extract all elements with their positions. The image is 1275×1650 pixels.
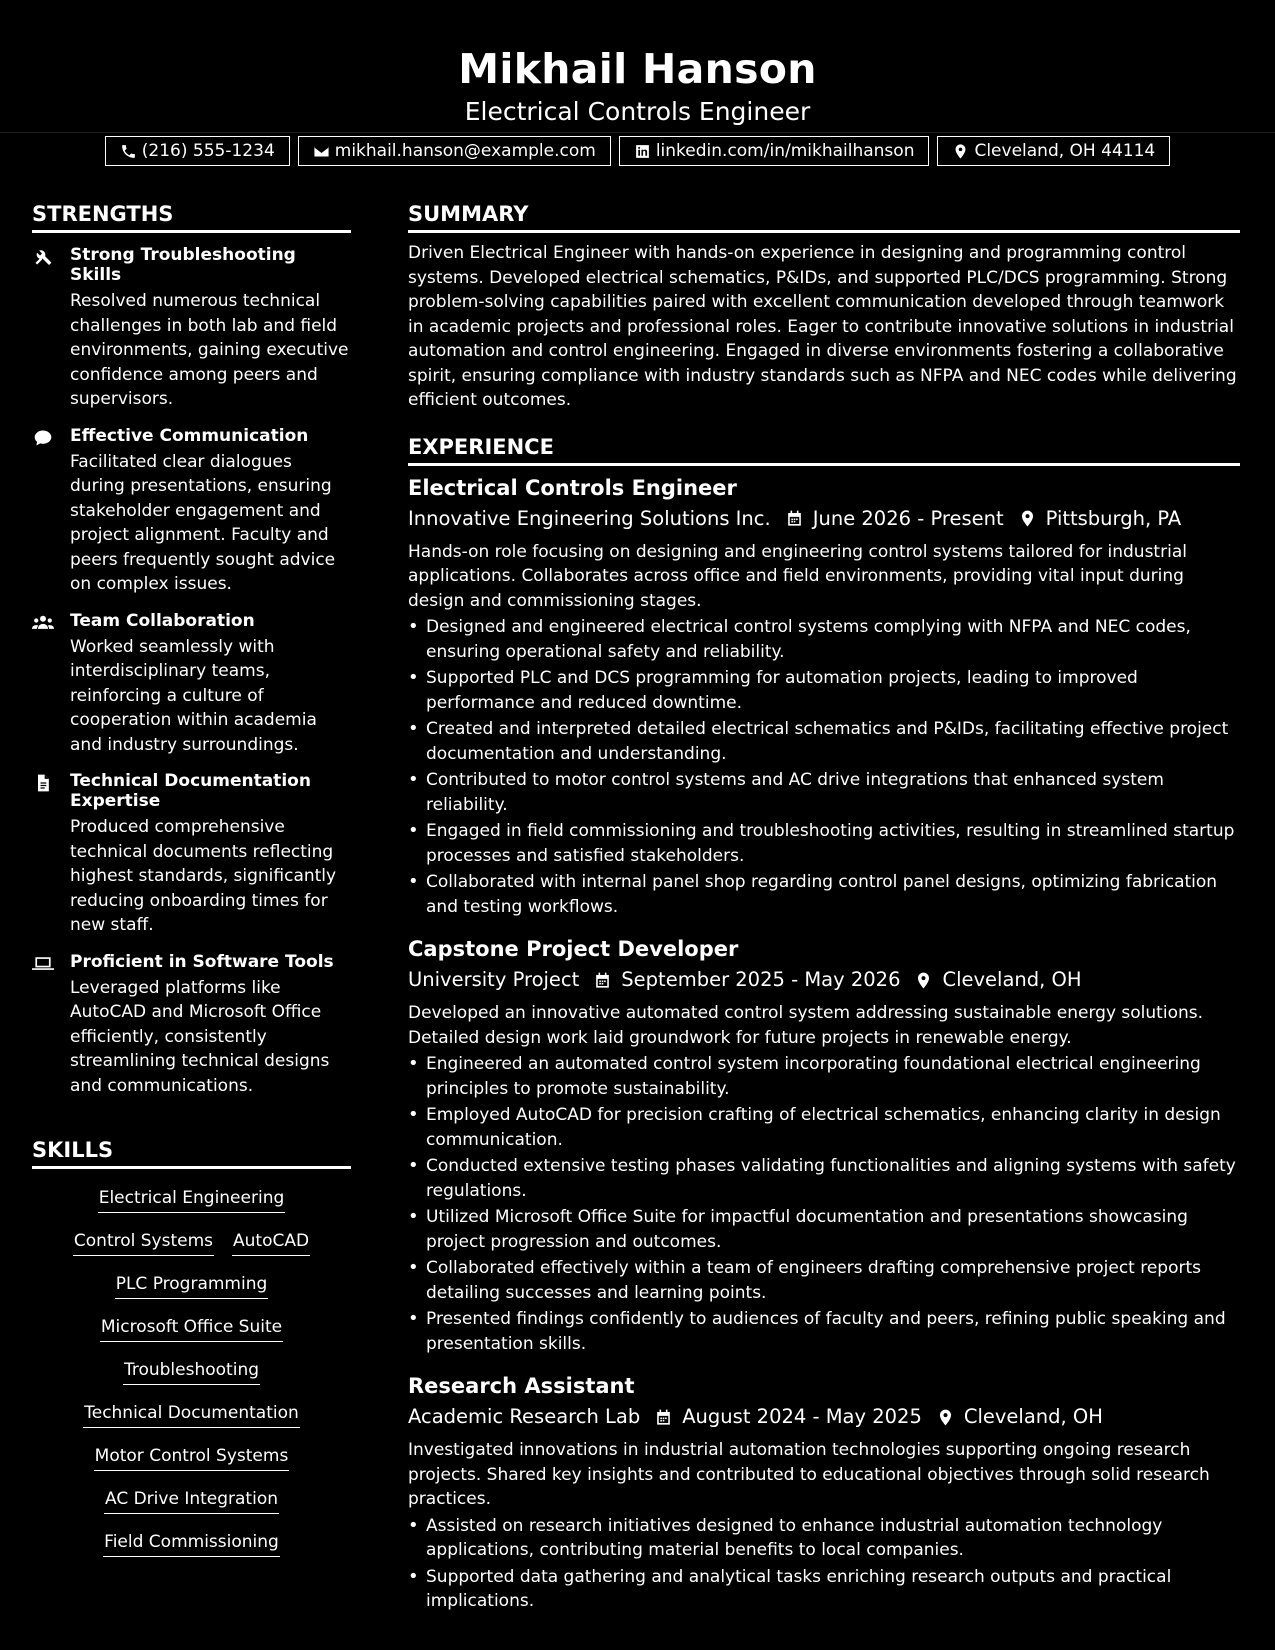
skill-tag: Motor Control Systems [94,1443,290,1471]
skill-tag: AutoCAD [232,1228,310,1256]
contact-location [937,136,1170,166]
job-entry [408,1372,1240,1614]
speech-bubble-icon [32,428,54,448]
skill-list [32,1177,351,1557]
phone-icon [120,143,137,160]
contact-phone[interactable] [105,136,290,166]
strength-item [32,611,351,758]
strength-desc: Worked seamlessly with interdisciplinary teams, reinforcing a culture of cooperation within academia and industry surroundings. [70,636,317,755]
contact-phone-text: (216) 555-1234 [141,141,275,161]
job-title: Research Assistant [408,1374,635,1398]
job-bullet: • Utilized Microsoft Office Suite for impactful documentation and presentations showcasing project progression and outcomes. [426,1205,1240,1254]
map-pin-icon [1018,509,1037,528]
job-bullet: • Employed AutoCAD for precision crafting of electrical schematics, enhancing clarity in design communication. [426,1103,1240,1152]
contact-location-text: Cleveland, OH 44114 [974,141,1156,161]
job-meta [408,1404,1240,1430]
job-bullets [408,1052,1240,1356]
job-bullet: • Engaged in field commissioning and troubleshooting activities, resulting in streamlined startup processes and satisfied stakeholders. [426,819,1240,868]
strength-title: Strong Troubleshooting Skills [70,245,296,285]
contact-bar [0,136,1275,166]
summary-heading: SUMMARY [408,200,1240,233]
laptop-icon [32,954,54,974]
skill-tag: PLC Programming [115,1271,269,1299]
skill-tag: Microsoft Office Suite [100,1314,283,1342]
job-bullet: • Collaborated with internal panel shop regarding control panel designs, optimizing fabrication and testing workflows. [426,870,1240,919]
job-company: Academic Research Lab [408,1405,641,1428]
users-icon [32,613,54,633]
contact-email[interactable] [298,136,611,166]
strength-item [32,952,351,1099]
contact-linkedin-text: linkedin.com/in/mikhailhanson [655,141,915,161]
map-pin-icon [936,1408,955,1427]
calendar-icon [593,971,612,990]
map-pin-icon [952,143,969,160]
job-dates: September 2025 - May 2026 [621,968,901,991]
calendar-icon [654,1408,673,1427]
strength-item [32,771,351,938]
summary-section [408,200,1240,413]
resume-header [0,0,1275,161]
job-dates: August 2024 - May 2025 [682,1405,922,1428]
job-meta [408,506,1240,532]
skill-tag: Electrical Engineering [98,1185,286,1213]
job-company: Innovative Engineering Solutions Inc. [408,506,771,530]
strength-desc: Resolved numerous technical challenges in both lab and field environments, gaining executive confidence among peers and supervisors. [70,291,349,409]
job-meta [408,967,1240,993]
skill-tag: AC Drive Integration [104,1486,279,1514]
job-bullet: • Assisted on research initiatives designed to enhance industrial automation technology applications, contributing material benefits to local companies. [426,1514,1240,1563]
job-bullet: • Collaborated effectively within a team of engineers drafting comprehensive project reports detailing successes and learning points. [426,1256,1240,1305]
summary-text: Driven Electrical Engineer with hands-on experience in designing and programming control systems. Developed electrical schematics, P&IDs, and supported PLC/DCS programming. Strong problem-solving capabilities paired with excellent communication developed through teamwork in academic projects and professional roles. Eager to contribute innovative solutions in industrial automation and control engineering. Engaged in diverse environments fostering a collaborative spirit, ensuring compliance with industry standards such as NFPA and NEC codes while delivering efficient outcomes. [408,243,1237,410]
skill-tag: Field Commissioning [103,1529,280,1557]
job-company: University Project [408,968,580,991]
candidate-name: Mikhail Hanson [458,45,817,93]
experience-section [408,433,1240,1614]
strength-item [32,245,351,412]
strength-desc: Leveraged platforms like AutoCAD and Microsoft Office efficiently, consistently streamlining technical designs and communications. [70,977,330,1096]
tools-icon [32,247,54,267]
calendar-icon [785,509,804,528]
envelope-icon [313,143,330,160]
skill-tag: Control Systems [73,1228,214,1256]
strength-title: Effective Communication [70,425,309,446]
job-bullet: • Contributed to motor control systems and AC drive integrations that enhanced system reliability. [426,768,1240,817]
job-location: Pittsburgh, PA [1045,506,1182,530]
skills-heading: SKILLS [32,1136,351,1169]
job-location: Cleveland, OH [942,968,1082,991]
strengths-heading: STRENGTHS [32,200,351,233]
job-entry [408,935,1240,1356]
document-icon [32,773,54,793]
contact-email-text: mikhail.hanson@example.com [334,141,596,161]
linkedin-icon [634,143,651,160]
job-bullet: • Designed and engineered electrical control systems complying with NFPA and NEC codes, ensuring operational safety and reliability. [426,615,1240,664]
job-title: Electrical Controls Engineer [408,475,737,500]
strength-desc: Produced comprehensive technical documents reflecting highest standards, significantly reducing onboarding times for new staff. [70,817,337,935]
job-location: Cleveland, OH [963,1405,1103,1428]
experience-heading: EXPERIENCE [408,433,1240,466]
job-desc: Investigated innovations in industrial automation technologies supporting ongoing research projects. Shared key insights and contributed to educational objectives through solid research practices. [408,1440,1210,1509]
contact-linkedin[interactable] [619,136,930,166]
candidate-title: Electrical Controls Engineer [464,97,811,126]
strengths-section [32,200,351,1098]
skills-section [32,1136,351,1557]
skill-tag: Troubleshooting [123,1357,260,1385]
map-pin-icon [914,971,933,990]
job-bullets [408,1514,1240,1614]
job-dates: June 2026 - Present [812,506,1004,530]
job-bullet: • Conducted extensive testing phases validating functionalities and aligning systems with safety regulations. [426,1154,1240,1203]
job-desc: Developed an innovative automated control system addressing sustainable energy solutions. Detailed design work laid groundwork for future projects in renewable energy. [408,1003,1204,1048]
job-bullet: • Presented findings confidently to audiences of faculty and peers, refining public speaking and presentation skills. [426,1307,1240,1356]
right-column [408,200,1240,1630]
left-column [32,200,351,1557]
strength-item [32,426,351,597]
strength-desc: Facilitated clear dialogues during presentations, ensuring stakeholder engagement and project alignment. Faculty and peers frequently sought advice on complex issues. [70,451,336,594]
job-bullet: • Supported data gathering and analytical tasks enriching research outputs and practical implications. [426,1565,1240,1614]
job-title: Capstone Project Developer [408,937,739,961]
job-bullet: • Created and interpreted detailed electrical schematics and P&IDs, facilitating effective project documentation and understanding. [426,717,1240,766]
job-bullets [408,615,1240,919]
job-entry [408,474,1240,920]
strength-title: Technical Documentation Expertise [70,771,311,811]
strength-title: Team Collaboration [70,610,255,631]
job-bullet: • Engineered an automated control system incorporating foundational electrical engineering principles to promote sustainability. [426,1052,1240,1101]
skill-tag: Technical Documentation [83,1400,300,1428]
job-desc: Hands-on role focusing on designing and engineering control systems tailored for industrial applications. Collaborates across office and field environments, providing vital input during design and commissioning stages. [408,541,1187,611]
strength-title: Proficient in Software Tools [70,951,334,972]
job-bullet: • Supported PLC and DCS programming for automation projects, leading to improved performance and reduced downtime. [426,666,1240,715]
